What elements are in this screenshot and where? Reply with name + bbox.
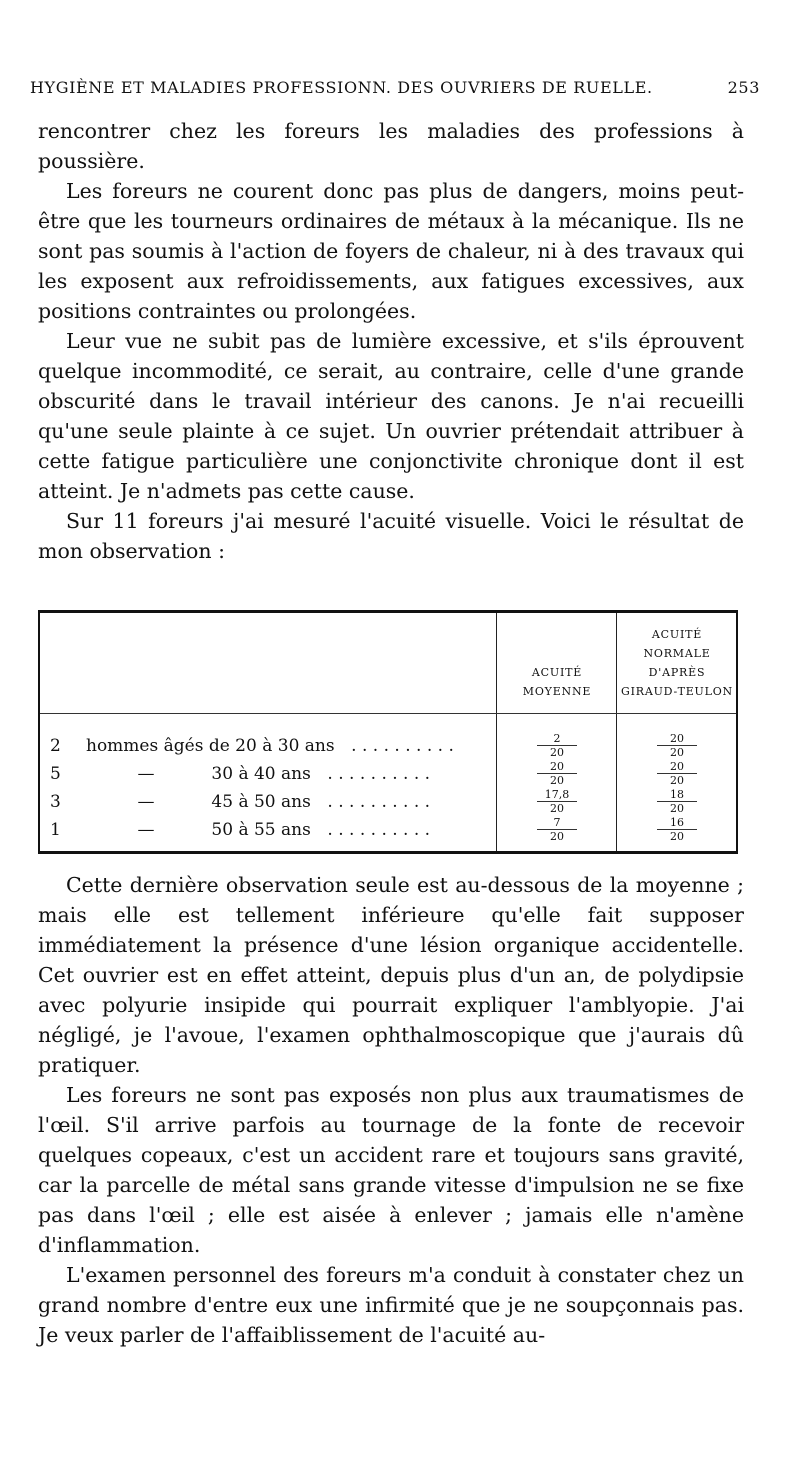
denominator: 20 [550,802,564,815]
running-title: HYGIÈNE ET MALADIES PROFESSIONN. DES OUVRIERS DE RUELLE. [30,78,653,97]
row-label [50,763,490,785]
paragraph: Les foreurs ne sont pas exposés non plus aux traumatismes de l'œil. S'il arrive parfois au tournage de la fonte de recevoir quelques copeaux, c'est un accident rare et toujours sans gravité, car la parcelle de métal sans grande vitesse d'impulsion ne se fixe pas dans l'œil ; elle est aisée à enlever ; jamais elle n'amène d'inflammation. [38,1083,744,1257]
header-rule [40,713,736,714]
acuite-normale-value [657,733,697,758]
numerator: 20 [657,761,697,774]
row-leader-dots: . . . . . . . . . . [327,792,431,812]
acuite-moyenne-value [537,789,577,814]
row-desc: — [137,820,155,840]
paragraph: Les foreurs ne courent donc pas plus de dangers, moins peut-être que les tourneurs ordinaires de métaux à la mécanique. Ils ne sont pas soumis à l'action de foyers de chaleur, ni à des travaux qui les exposent aux refroidissements, aux fatigues excessives, aux positions contraintes ou prolongées. [38,179,744,323]
numerator: 17,8 [537,789,577,802]
acuite-normale-value [657,817,697,842]
table-row [40,789,740,819]
denominator: 20 [670,802,684,815]
table-row [40,817,740,847]
numerator: 2 [537,733,577,746]
numerator: 20 [657,733,697,746]
row-age: 45 à 50 ans [211,792,311,812]
acuite-normale-value [657,761,697,786]
numerator: 20 [537,761,577,774]
table-row [40,733,740,763]
row-count: 2 [50,736,61,756]
denominator: 20 [550,830,564,843]
paragraph: Leur vue ne subit pas de lumière excessive, et s'ils éprouvent quelque incommodité, ce serait, au contraire, celle d'une grande obscurité dans le travail intérieur des canons. Je n'ai recueilli qu'une seule plainte à ce sujet. Un ouvrier prétendait attribuer à cette fatigue particulière une conjonctivite chronique dont il est atteint. Je n'admets pas cette cause. [38,329,744,503]
row-desc: hommes âgés de [86,736,230,756]
row-leader-dots: . . . . . . . . . . [327,820,431,840]
row-label [50,791,490,813]
paragraph: rencontrer chez les foreurs les maladies des professions à poussière. [38,119,744,173]
row-age: 20 à 30 ans [235,736,335,756]
column-header-acuite-normale [618,625,736,701]
text-block-bottom [38,870,744,1350]
denominator: 20 [670,774,684,787]
paragraph: Sur 11 foreurs j'ai mesuré l'acuité visuelle. Voici le résultat de mon observation : [38,509,744,563]
row-label [50,819,490,841]
numerator: 18 [657,789,697,802]
text-block-top [38,116,744,566]
running-head [30,78,760,97]
visual-acuity-table [38,610,738,854]
denominator: 20 [670,746,684,759]
acuite-normale-value [657,789,697,814]
column-header-line: ACUITÉ NORMALE [643,628,711,660]
column-header-acuite-moyenne: ACUITÉ MOYENNE [522,666,592,698]
row-desc: — [137,792,155,812]
row-age: 30 à 40 ans [211,764,311,784]
denominator: 20 [550,774,564,787]
column-header-line: GIRAUD-TEULON [621,685,733,698]
acuite-moyenne-value [537,761,577,786]
page-number: 253 [727,78,760,97]
row-leader-dots: . . . . . . . . . . [351,736,454,756]
row-desc: — [137,764,155,784]
paragraph: L'examen personnel des foreurs m'a conduit à constater chez un grand nombre d'entre eux une infirmité que je ne soupçonnais pas. Je veux parler de l'affaiblissement de l'acuité au- [38,1263,744,1347]
row-count: 1 [50,820,61,840]
numerator: 7 [537,817,577,830]
row-count: 5 [50,764,61,784]
table-row [40,761,740,791]
row-count: 3 [50,792,61,812]
acuite-moyenne-value [537,733,577,758]
paragraph: Cette dernière observation seule est au-dessous de la moyenne ; mais elle est tellement inférieure qu'elle fait supposer immédiatement la présence d'une lésion organique accidentelle. Cet ouvrier est en effet atteint, depuis plus d'un an, de polydipsie avec polyurie insipide qui pourrait expliquer l'amblyopie. J'ai négligé, je l'avoue, l'examen ophthalmoscopique que j'aurais dû pratiquer. [38,873,744,1077]
numerator: 16 [657,817,697,830]
denominator: 20 [550,746,564,759]
denominator: 20 [670,830,684,843]
acuite-moyenne-value [537,817,577,842]
column-header-line: D'APRÈS [648,666,706,679]
row-leader-dots: . . . . . . . . . . [327,764,431,784]
row-label [50,735,490,757]
row-age: 50 à 55 ans [211,820,311,840]
